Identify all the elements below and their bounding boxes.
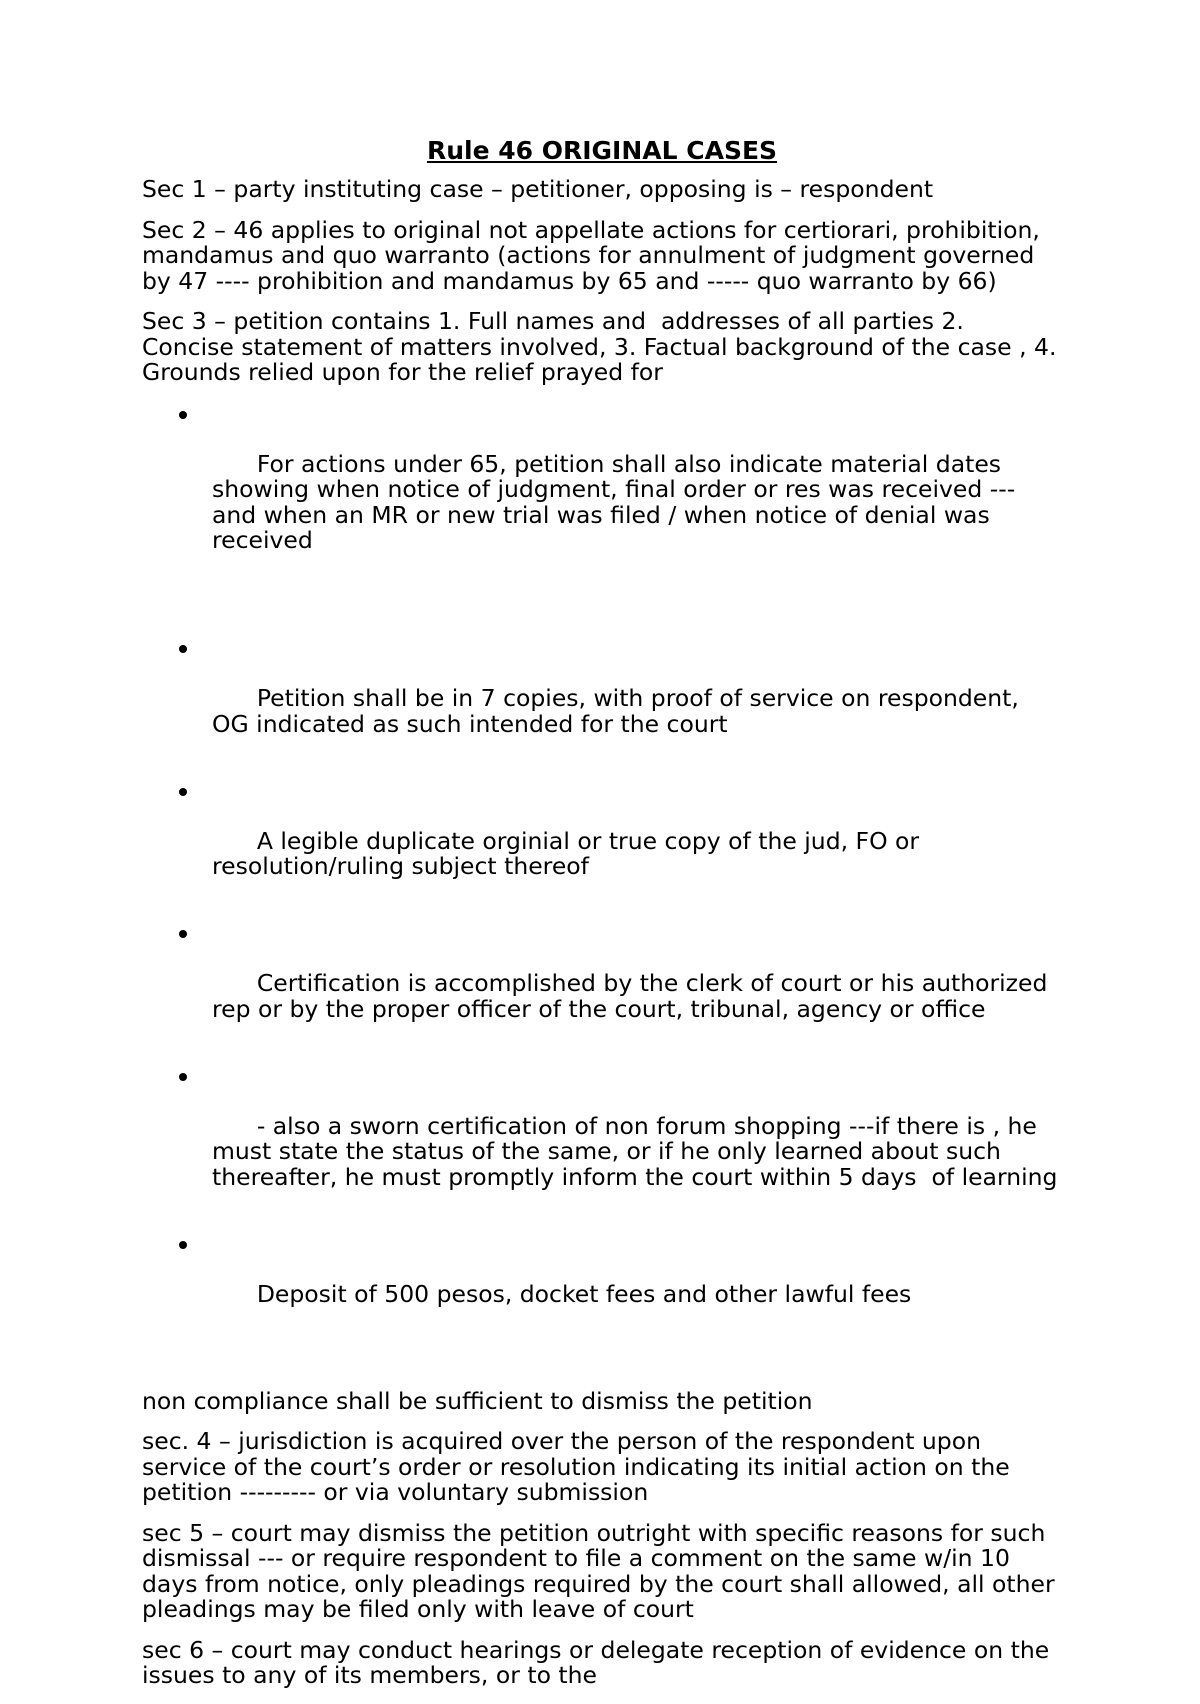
section-2-text: Sec 2 – 46 applies to original not appellate actions for certiorari, prohibition, mandamus and quo warranto (actions for annulment of judgment governed by 47 ---- prohibition and mandamus by 65 and ----- quo warranto by 66)	[142, 215, 1048, 295]
list-item-text: For actions under 65, petition shall also indicate material dates showing when notice of judgment, final order or res was received --- and when an MR or new trial was filed / when notice of denial was received	[212, 449, 1023, 554]
section-5-text: sec 5 – court may dismiss the petition outright with specific reasons for such dismissal --- or require respondent to file a comment on the same w/in 10 days from notice, only pleadings required by the court shall allowed, all other pleadings may be filed only with leave of court	[142, 1518, 1063, 1623]
requirements-list	[142, 401, 1062, 1333]
list-item-text: Certification is accomplished by the clerk of court or his authorized rep or by the proper officer of the court, tribunal, agency or office	[212, 969, 1055, 1023]
document-title: Rule 46 ORIGINAL CASES	[426, 136, 778, 165]
list-item-text: A legible duplicate orginial or true copy of the jud, FO or resolution/ruling subject thereof	[212, 826, 927, 880]
list-item	[142, 401, 1062, 580]
section-3-text: Sec 3 – petition contains 1. Full names and addresses of all parties 2. Concise statement of matters involved, 3. Factual background of the case , 4. Grounds relied upon for the relief prayed for	[142, 307, 1064, 386]
list-item	[142, 920, 1062, 1048]
list-item-text: Petition shall be in 7 copies, with proof of service on respondent, OG indicated as such intended for the court	[212, 684, 1027, 738]
blank-line	[142, 1348, 1062, 1389]
list-item	[142, 1231, 1062, 1333]
bullet-dot-icon	[179, 645, 187, 653]
list-item	[142, 635, 1062, 763]
document-page	[142, 135, 1062, 1704]
section-6-text: sec 6 – court may conduct hearings or delegate reception of evidence on the issues to any of its members, or to the	[142, 1635, 1057, 1689]
list-item	[142, 778, 1062, 906]
list-item	[142, 1063, 1062, 1216]
bullet-dot-icon	[179, 411, 187, 419]
blank-line	[142, 594, 1062, 635]
noncompliance-text: non compliance shall be sufficient to dismiss the petition	[142, 1386, 813, 1415]
bullet-dot-icon	[179, 1241, 187, 1249]
bullet-dot-icon	[179, 788, 187, 796]
section-1-text: Sec 1 – party instituting case – petitioner, opposing is – respondent	[142, 175, 934, 203]
list-item-text: Deposit of 500 pesos, docket fees and other lawful fees	[256, 1279, 912, 1308]
bullet-dot-icon	[179, 1073, 187, 1081]
section-4-text: sec. 4 – jurisdiction is acquired over the person of the respondent upon service of the court’s order or resolution indicating its initial action on the petition --------- or via voluntary submission	[142, 1427, 1018, 1506]
list-item-text: - also a sworn certification of non forum shopping ---if there is , he must state the status of the same, or if he only learned about such thereafter, he must promptly inform the court within 5 days of learning	[212, 1111, 1058, 1191]
bullet-dot-icon	[179, 930, 187, 938]
